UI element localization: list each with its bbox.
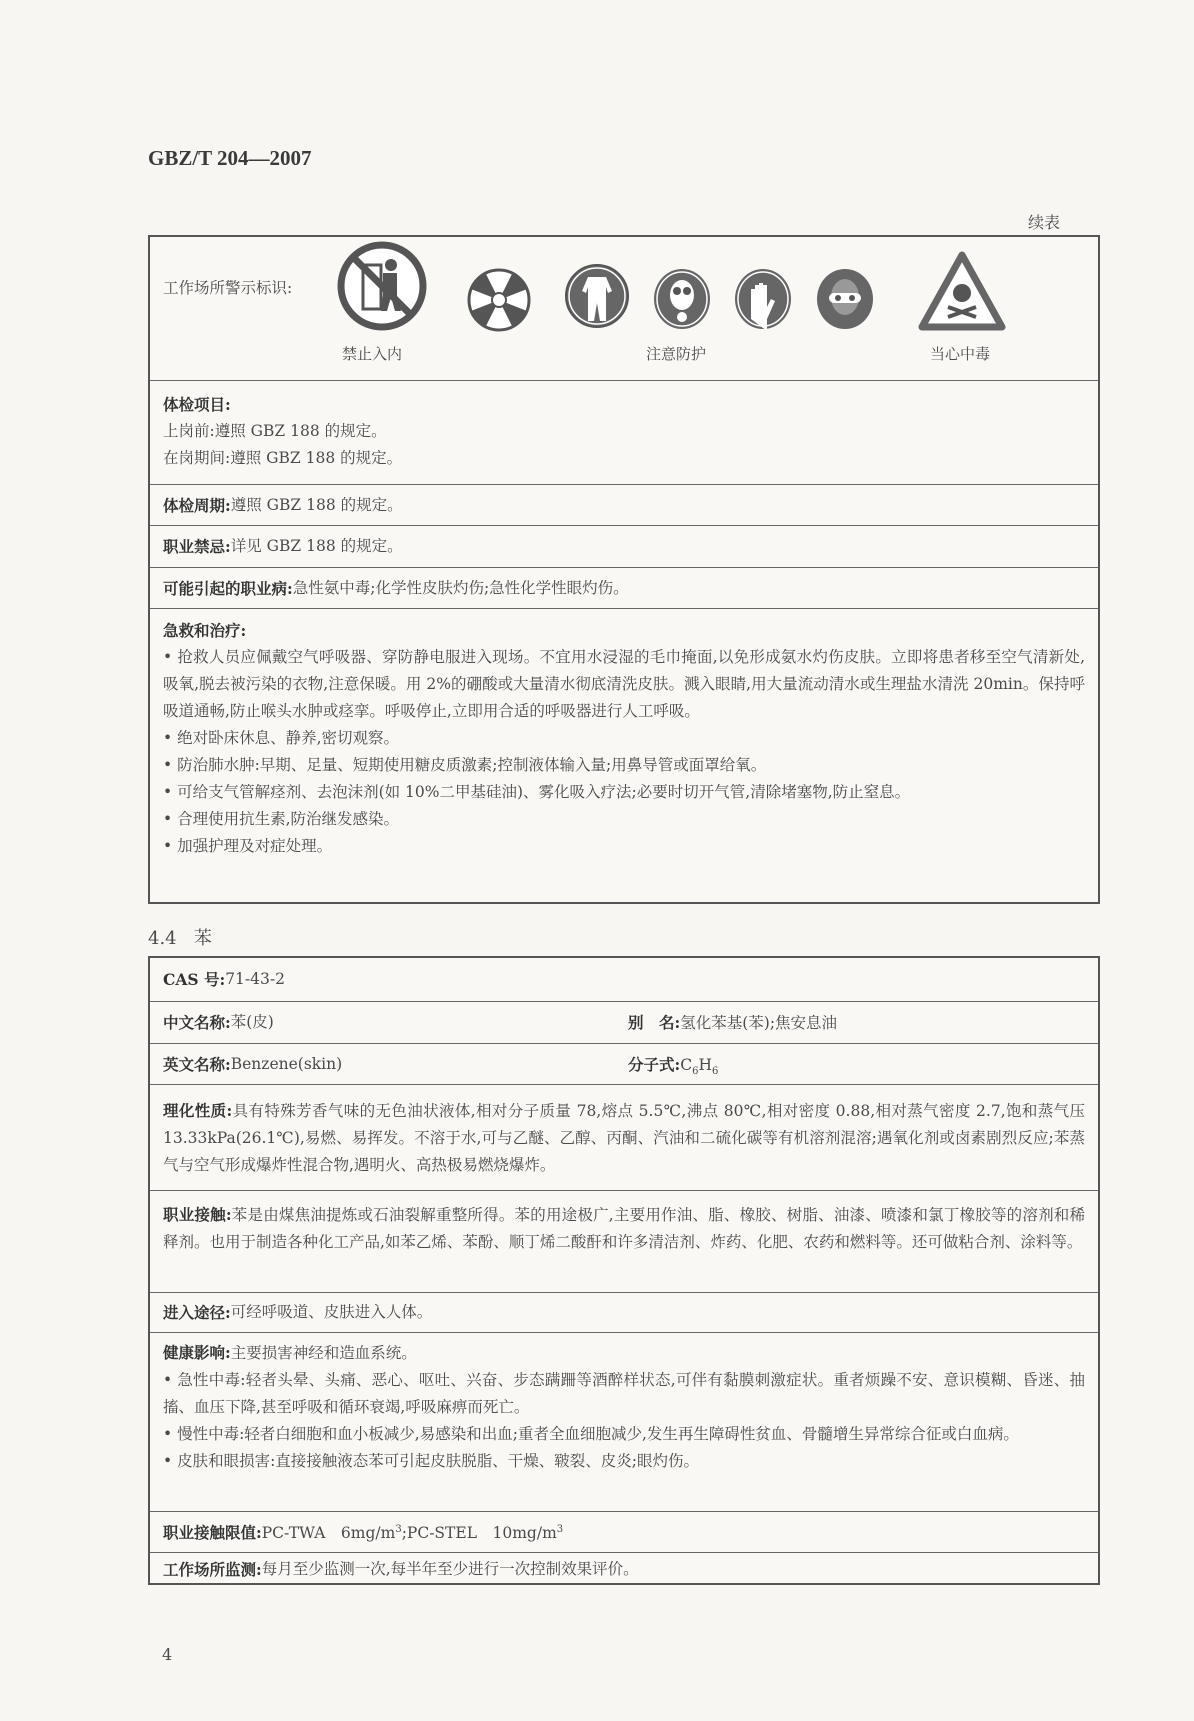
period-value: 遵照 GBZ 188 的规定。	[230, 495, 403, 514]
cn-name-value: 苯(皮)	[230, 1013, 274, 1031]
section-title: 苯	[193, 928, 212, 949]
first-aid-item: • 合理使用抗生素,防治继发感染。	[163, 806, 1085, 833]
first-aid-row	[150, 608, 1098, 904]
period-key: 体检周期:	[163, 495, 231, 515]
health-exam-row	[150, 380, 1098, 484]
formula-value: $C_6H_6$	[680, 1056, 719, 1078]
benzene-table	[148, 956, 1100, 1585]
monitor-key: 工作场所监测:	[163, 1559, 262, 1579]
props-value: 具有特殊芳香气味的无色油状液体,相对分子质量 78,熔点 5.5℃,沸点 80℃,相对密度 0.88,相对蒸气密度 2.7,饱和蒸气压 13.33kPa(26.1℃),易燃、易挥发。不溶于水,可与乙醚、乙醇、丙酮、汽油和二硫化碳等有机溶剂混溶;遇氧化剂或卤素剧烈反应;苯蒸气与空气形成爆炸性混合物,遇明火、高热极易燃烧爆炸。	[163, 1102, 1085, 1174]
english-name-row	[150, 1043, 1098, 1084]
standard-code: GBZ/T 204—2007	[148, 146, 312, 170]
first-aid-item: • 防治肺水肿:早期、足量、短期使用糖皮质激素;控制液体输入量;用鼻导管或面罩给氧。	[163, 752, 1085, 779]
en-name-value: Benzene(skin)	[230, 1054, 343, 1073]
ammonia-table	[148, 235, 1100, 904]
en-name-key: 英文名称:	[163, 1054, 231, 1074]
section-heading	[148, 924, 212, 950]
gas-mask-icon	[652, 267, 712, 331]
health-item: • 皮肤和眼损害:直接接触液态苯可引起皮肤脱脂、干燥、皲裂、皮炎;眼灼伤。	[163, 1448, 1085, 1475]
props-key: 理化性质:	[163, 1101, 233, 1120]
monitoring-row	[150, 1552, 1098, 1585]
cas-value: 71-43-2	[225, 970, 285, 988]
signs-label: 工作场所警示标识:	[163, 279, 293, 297]
health-item: • 急性中毒:轻者头晕、头痛、恶心、呕吐、兴奋、步态蹒跚等酒醉样状态,可伴有黏膜刺激症状。重者烦躁不安、意识模糊、昏迷、抽搐、血压下降,甚至呼吸和循环衰竭,呼吸麻痹而死亡。	[163, 1367, 1085, 1421]
contra-value: 详见 GBZ 188 的规定。	[230, 537, 403, 555]
exposure-row	[150, 1190, 1098, 1292]
no-entry-icon	[337, 241, 427, 331]
route-key: 进入途径:	[163, 1303, 231, 1322]
properties-row	[150, 1084, 1098, 1190]
sign-caption-protection: 注意防护	[646, 345, 707, 363]
sign-caption-no-entry: 禁止入内	[342, 345, 403, 363]
goggles-icon	[815, 267, 875, 331]
route-value: 可经呼吸道、皮肤进入人体。	[230, 1303, 433, 1321]
exposure-value: 苯是由煤焦油提炼或石油裂解重整所得。苯的用途极广,主要用作油、脂、橡胶、树脂、油漆、喷漆和氯丁橡胶等的溶剂和稀释剂。也用于制造各种化工产品,如苯乙烯、苯酚、顺丁烯二酸酐和许多清洁剂、炸药、化肥、农药和燃料等。还可做粘合剂、涂料等。	[163, 1206, 1085, 1251]
limit-value: PC-TWA $6mg/m^3;PC$-STEL $10mg/m^3$	[261, 1524, 564, 1543]
contra-key: 职业禁忌:	[163, 537, 231, 556]
section-number: 4.4	[148, 928, 177, 949]
exam-line: 上岗前:遵照 GBZ 188 的规定。	[163, 422, 387, 440]
page-number: 4	[162, 1645, 173, 1664]
first-aid-title: 急救和治疗:	[163, 621, 247, 640]
cn-name-key: 中文名称:	[163, 1013, 231, 1032]
health-effects-row	[150, 1332, 1098, 1511]
exam-line: 在岗期间:遵照 GBZ 188 的规定。	[163, 449, 403, 467]
gloves-icon	[733, 267, 793, 331]
first-aid-item: • 加强护理及对症处理。	[163, 833, 1085, 860]
exposure-limit-row	[150, 1511, 1098, 1552]
protective-guard-icon	[466, 267, 532, 333]
exposure-key: 职业接触:	[163, 1205, 232, 1224]
health-value: 主要损害神经和造血系统。	[230, 1344, 417, 1362]
alias-value: 氢化苯基(苯);焦安息油	[680, 1014, 838, 1032]
first-aid-item: • 绝对卧床休息、静养,密切观察。	[163, 725, 1085, 752]
warning-signs-row	[150, 237, 1098, 380]
monitor-value: 每月至少监测一次,每半年至少进行一次控制效果评价。	[261, 1559, 639, 1578]
first-aid-item: • 抢救人员应佩戴空气呼吸器、穿防静电服进入现场。不宜用水浸湿的毛巾掩面,以免形成氨水灼伤皮肤。立即将患者移至空气清新处,吸氧,脱去被污染的衣物,注意保暖。用 2%的硼酸或大量清水彻底清洗皮肤。溅入眼睛,用大量流动清水或生理盐水清洗 20min。保持呼吸道通畅,防止喉头水肿或痉挛。呼吸停止,立即用合适的呼吸器进行人工呼吸。	[163, 644, 1085, 725]
route-row	[150, 1292, 1098, 1332]
sign-caption-toxic: 当心中毒	[930, 345, 991, 363]
disease-key: 可能引起的职业病:	[163, 578, 293, 598]
health-item: • 慢性中毒:轻者白细胞和血小板减少,易感染和出血;重者全血细胞减少,发生再生障碍性贫血、骨髓增生异常综合征或白血病。	[163, 1421, 1085, 1448]
name-row	[150, 1001, 1098, 1043]
occupational-disease-row	[150, 567, 1098, 608]
cas-key: CAS 号:	[163, 970, 226, 989]
protective-suit-icon	[564, 263, 630, 329]
limit-key: 职业接触限值:	[163, 1522, 262, 1542]
continued-label: 续表	[1028, 213, 1061, 232]
disease-value: 急性氨中毒;化学性皮肤灼伤;急性化学性眼灼伤。	[292, 578, 629, 597]
contraindication-row	[150, 525, 1098, 567]
exam-title: 体检项目:	[163, 395, 231, 414]
toxic-warning-icon	[918, 251, 1006, 333]
alias-key: 别 名:	[628, 1013, 681, 1032]
cas-row	[150, 958, 1098, 1001]
exam-period-row	[150, 484, 1098, 525]
formula-key: 分子式:	[628, 1055, 681, 1074]
health-key: 健康影响:	[163, 1343, 231, 1362]
first-aid-item: • 可给支气管解痉剂、去泡沫剂(如 10%二甲基硅油)、雾化吸入疗法;必要时切开气管,清除堵塞物,防止窒息。	[163, 779, 1085, 806]
